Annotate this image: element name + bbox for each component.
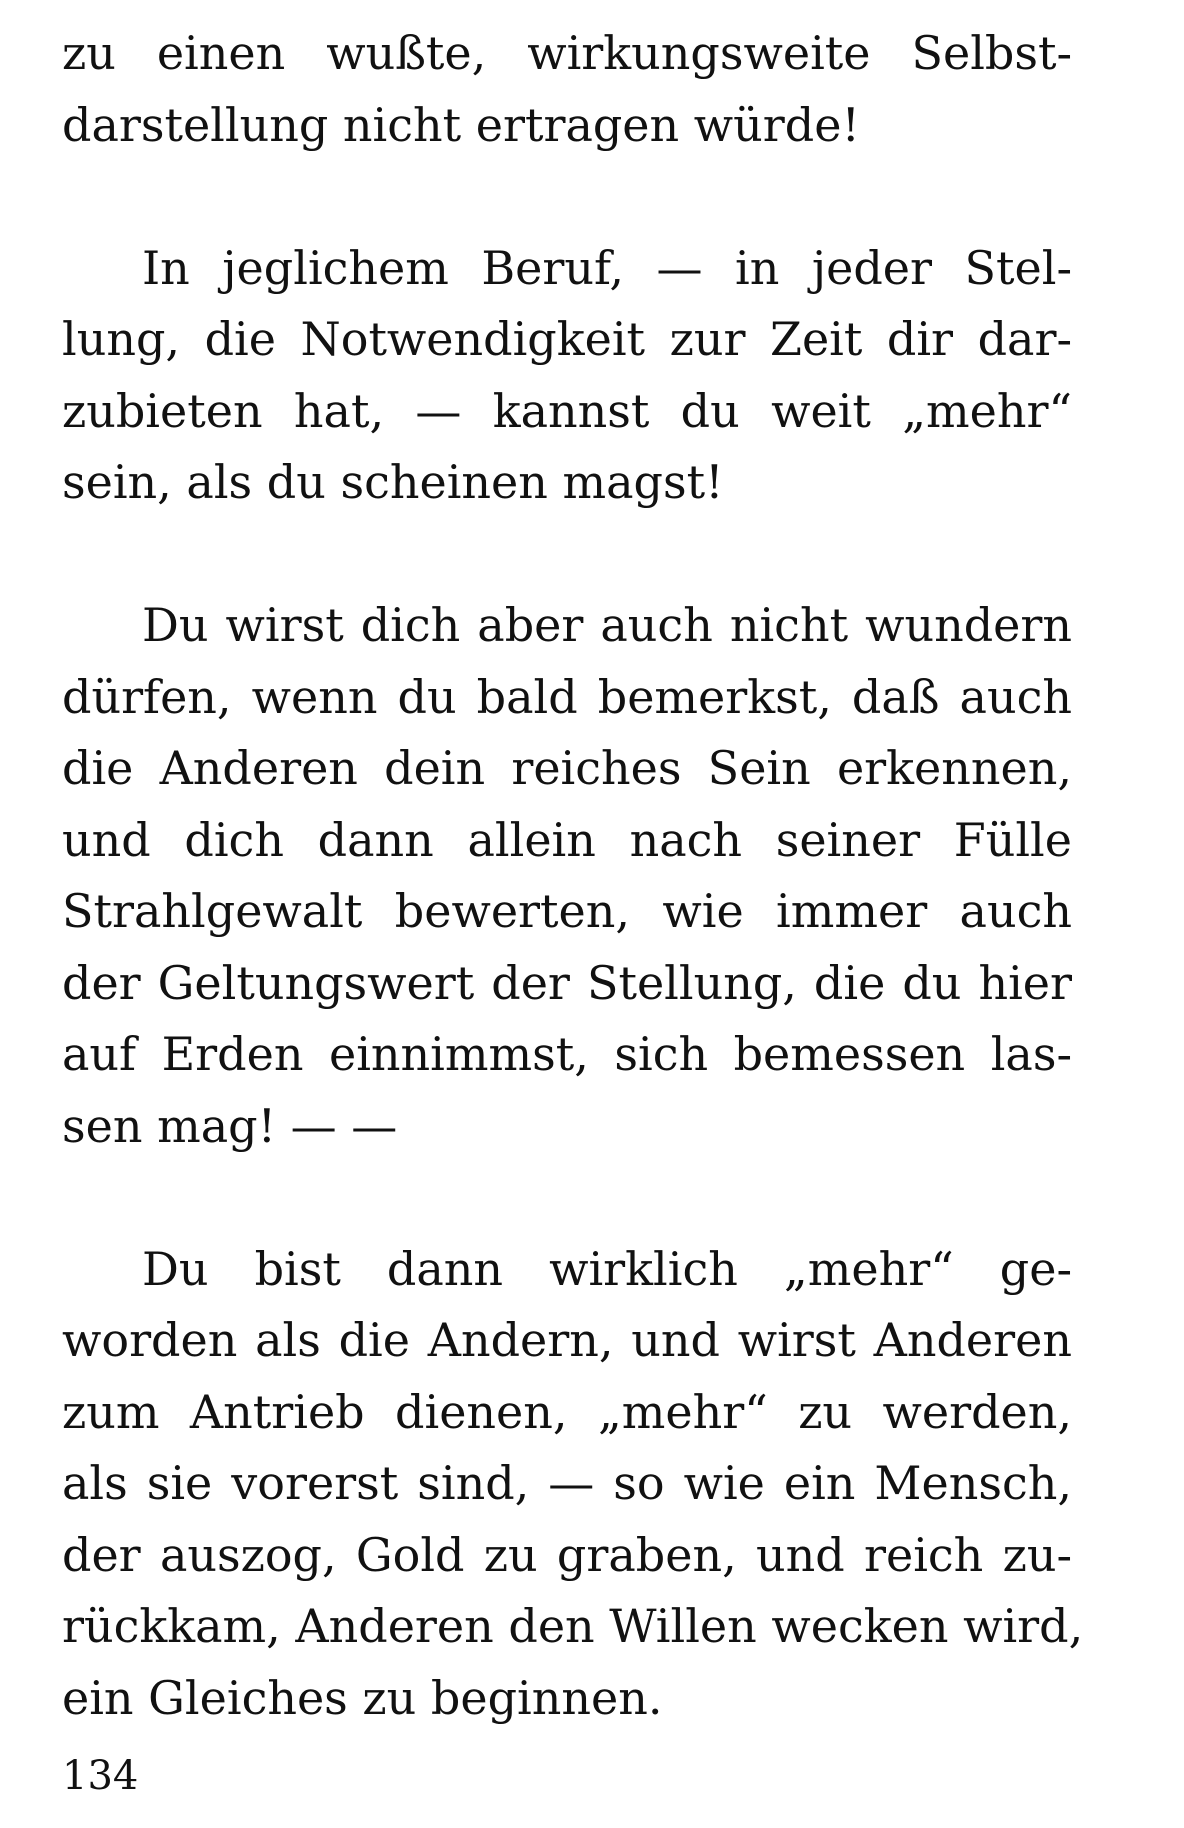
text-line: auf Erden einnimmst, sich bemessen las- [62,1027,1072,1081]
paragraph-1 [62,18,1072,161]
text-line: dürfen, wenn du bald bemerkst, daß auch [62,669,1072,724]
text-line: lung, die Notwendigkeit zur Zeit dir dar- [62,312,1072,366]
text-line: sen mag! — — [62,1098,398,1153]
text-line: darstellung nicht ertragen würde! [62,97,860,152]
text-line: sein, als du scheinen magst! [62,455,724,509]
page-body [62,18,1084,1806]
text-line: als sie vorerst sind, — so wie ein Mensch, [62,1456,1072,1510]
text-line: der auszog, Gold zu graben, und reich zu- [62,1527,1072,1582]
paragraph-4 [62,1234,1084,1735]
text-line: der Geltungswert der Stellung, die du hier [62,955,1072,1010]
text-line: Du wirst dich aber auch nicht wundern [142,598,1072,652]
text-line: zum Antrieb dienen, „mehr“ zu werden, [62,1384,1072,1439]
text-line: zu einen wußte, wirkungsweite Selbst- [62,26,1072,80]
paragraph-3 [62,590,1072,1162]
text-line: zubieten hat, — kannst du weit „mehr“ [62,383,1072,438]
paragraph-2 [62,233,1072,519]
text-line: Du bist dann wirklich „mehr“ ge- [142,1241,1072,1296]
text-line: rückkam, Anderen den Willen wecken wird, [62,1599,1084,1653]
text-line: In jeglichem Beruf, — in jeder Stel- [142,240,1072,295]
text-line: ein Gleiches zu beginnen. [62,1670,663,1725]
page-number: 134 [62,1753,139,1799]
text-line: und dich dann allein nach seiner Fülle [62,812,1072,867]
text-line: worden als die Andern, und wirst Anderen [62,1313,1072,1367]
text-line: die Anderen dein reiches Sein erkennen, [62,741,1072,795]
text-line: Strahlgewalt bewerten, wie immer auch [62,884,1072,938]
